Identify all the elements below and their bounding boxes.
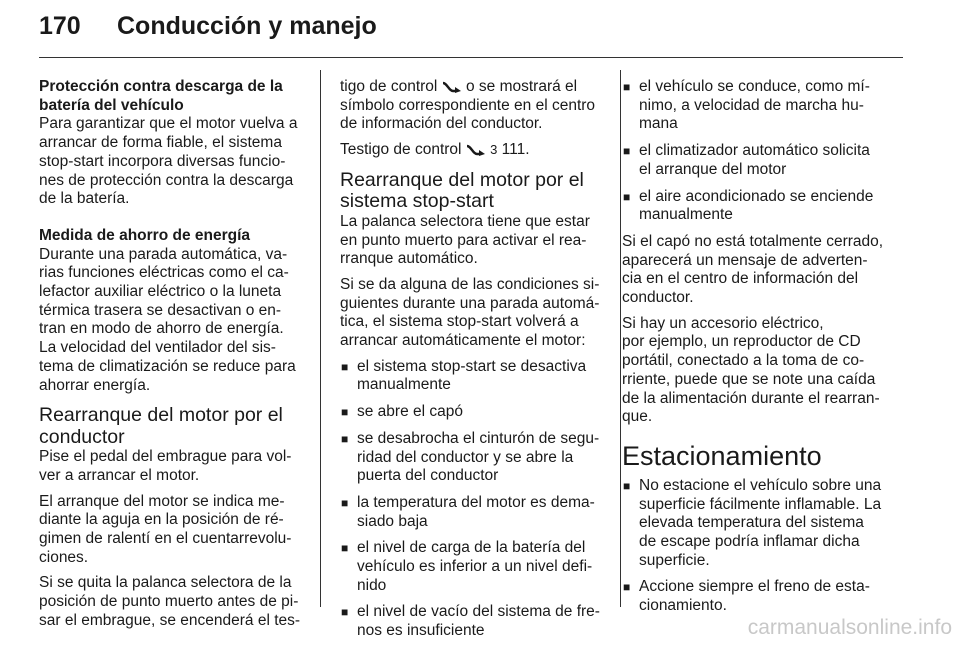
control-light-paragraph — [340, 78, 606, 134]
list-item: ■ se abre el capó — [340, 403, 606, 422]
battery-protection-text: Para garantizar que el motor vuelva a arrancar de forma fiable, el sistema stop-start incorpora diversas funcio- nes de protección contra la descarga de la batería. — [39, 115, 298, 208]
section-title-energy-saving: Medida de ahorro de energía — [39, 226, 251, 244]
column-3 — [622, 78, 905, 624]
parking-list — [622, 477, 905, 616]
text-fragment: símbolo correspondiente en el centro de información del conductor. — [340, 96, 596, 133]
chapter-title: Conducción y manejo — [117, 12, 377, 40]
column-2 — [340, 78, 606, 649]
list-item: ■ el climatizador automático solicita el arranque del motor — [622, 142, 905, 179]
list-item: ■ Accione siempre el freno de esta- cionamiento. — [622, 578, 905, 615]
system-restart-text-2: Si se da alguna de las condiciones si- guientes durante una parada automá- tica, el sistema stop-start volverá a arrancar automáticamente el motor: — [340, 275, 600, 350]
section-title-battery-protection: Protección contra descarga de la batería del vehículo — [39, 78, 283, 114]
text-fragment: tigo de control — [340, 78, 442, 95]
list-item: ■ el vehículo se conduce, como mí- nimo, a velocidad de marcha hu- mana — [622, 78, 905, 134]
stop-start-indicator-icon — [442, 81, 462, 93]
page-number: 170 — [39, 12, 81, 40]
heading-system-restart: Rearranque del motor por el sistema stop-start — [340, 168, 584, 213]
driver-restart-text-1: Pise el pedal del embrague para vol- ver a arrancar el motor. — [39, 448, 292, 484]
heading-driver-restart: Rearranque del motor por el conductor — [39, 404, 283, 448]
heading-parking: Estacionamiento — [622, 440, 822, 471]
header-rule — [39, 57, 903, 58]
column-1 — [39, 78, 305, 638]
list-item: ■ No estacione el vehículo sobre una superficie fácilmente inflamable. La elevada temperatura del sistema de escape podría inflamar dicha superficie. — [622, 477, 905, 571]
column-divider-2 — [620, 70, 621, 607]
text-fragment: 111. — [497, 141, 530, 159]
list-item: ■ se desabrocha el cinturón de segu- ridad del conductor y se abre la puerta del conductor — [340, 430, 606, 486]
stop-start-indicator-icon — [466, 144, 486, 156]
text-fragment: Testigo de control — [340, 141, 466, 159]
text-fragment: o se mostrará el — [461, 78, 578, 95]
driver-restart-text-2: El arranque del motor se indica me- diante la aguja en la posición de ré- gimen de ralentí en el cuentarrevolu- ciones. — [39, 492, 292, 566]
control-light-reference — [340, 141, 606, 160]
driver-restart-text-3: Si se quita la palanca selectora de la posición de punto muerto antes de pi- sar el embrague, se encenderá el tes- — [39, 574, 301, 629]
page-reference-arrow-icon: 3 — [490, 142, 498, 158]
list-item: ■ la temperatura del motor es dema- siado baja — [340, 494, 606, 531]
restart-conditions-list — [340, 358, 606, 641]
watermark: carmanualsonline.info — [747, 616, 952, 639]
column-divider-1 — [320, 70, 321, 607]
system-restart-text-1: La palanca selectora tiene que estar en punto muerto para activar el rea- rranque automático. — [340, 212, 590, 268]
accessory-text: Si hay un accesorio eléctrico, por ejemplo, un reproductor de CD portátil, conectado a la toma de co- rriente, puede que se note una caída de la alimentación durante el rearran- que. — [622, 314, 880, 426]
list-item: ■ el nivel de carga de la batería del vehículo es inferior a un nivel defi- nido — [340, 539, 606, 595]
hood-warning-text: Si el capó no está totalmente cerrado, aparecerá un mensaje de adverten- cia en el centro de información del conductor. — [622, 232, 884, 307]
list-item: ■ el sistema stop-start se desactiva manualmente — [340, 358, 606, 395]
list-item: ■ el aire acondicionado se enciende manualmente — [622, 188, 905, 225]
page-header — [0, 0, 960, 60]
restart-conditions-list-continued — [622, 78, 905, 225]
energy-saving-text: Durante una parada automática, va- rias funciones eléctricas como el ca- lefactor auxiliar eléctrico o la luneta térmica trasera se desactivan o en- tran en modo de ahorro de energía. La velocidad del ventilador del sis- tema de climatización se reduce para ahorrar energía. — [39, 245, 296, 394]
list-item: ■ el nivel de vacío del sistema de fre- nos es insuficiente — [340, 603, 606, 640]
